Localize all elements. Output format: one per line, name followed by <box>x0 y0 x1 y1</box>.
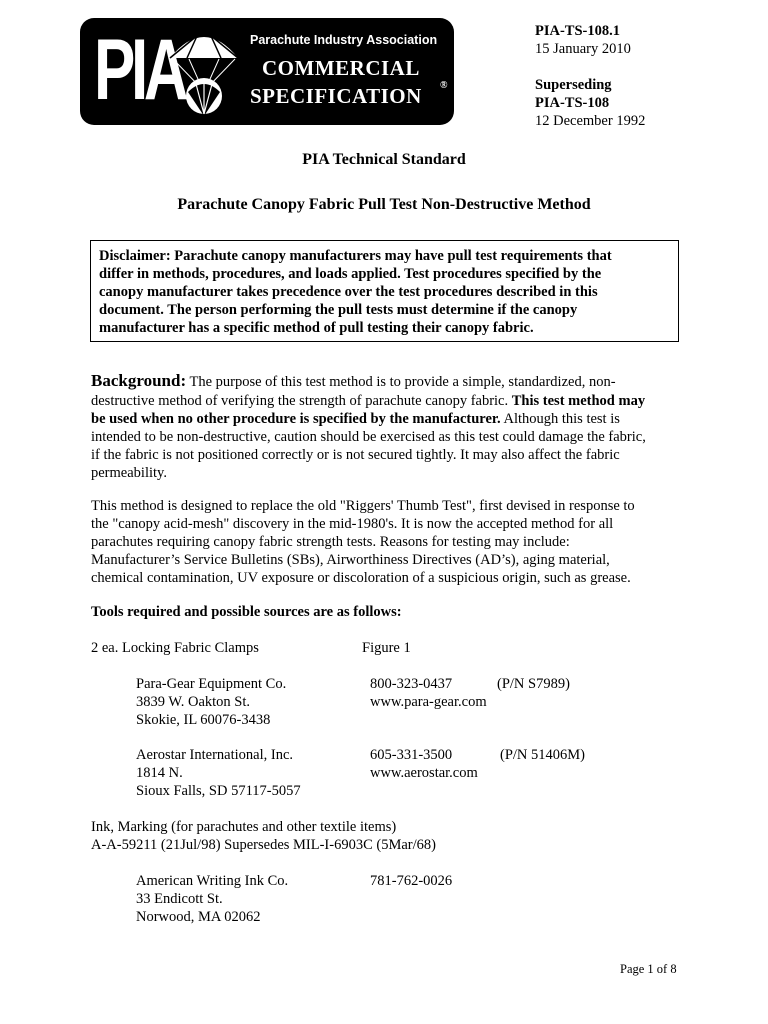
background-text: destructive method of verifying the strength of parachute canopy fabric. <box>91 393 509 409</box>
supplier-name: American Writing Ink Co. <box>136 873 289 889</box>
background-text: intended to be non-destructive, caution should be exercised as this test could damage the fabric, <box>91 429 646 445</box>
superseding-label: Superseding <box>535 77 612 93</box>
page-number: Page 1 of 8 <box>620 962 677 976</box>
superseded-date: 12 December 1992 <box>535 113 646 129</box>
method-line: parachutes requiring canopy fabric strength tests. Reasons for testing may include: <box>91 534 570 550</box>
supplier-city: Sioux Falls, SD 57117-5057 <box>136 783 301 799</box>
supplier-part-number: (P/N 51406M) <box>500 747 585 763</box>
supplier-city: Norwood, MA 02062 <box>136 909 261 925</box>
background-text: The purpose of this test method is to provide a simple, standardized, non- <box>189 374 616 390</box>
supplier-phone: 605-331-3500 <box>370 747 453 763</box>
supplier-address <box>136 746 301 800</box>
background-emphasis: This test method may <box>511 393 646 409</box>
disclaimer-line: Disclaimer: Parachute canopy manufacturers may have pull test requirements that <box>99 248 612 264</box>
logo-commercial: COMMERCIAL <box>262 56 420 80</box>
logo-registered-mark: ® <box>440 80 448 91</box>
supplier-street: 1814 N. <box>136 765 183 781</box>
supplier-street: 33 Endicott St. <box>136 891 223 907</box>
supplier-name: Para-Gear Equipment Co. <box>136 676 287 692</box>
logo-specification: SPECIFICATION <box>250 84 422 108</box>
supplier-street: 3839 W. Oakton St. <box>136 694 250 710</box>
disclaimer-line: document. The person performing the pull tests must determine if the canopy <box>99 302 578 318</box>
standard-title: PIA Technical Standard <box>302 151 466 168</box>
background-text: Although this test is <box>503 411 620 427</box>
ink-description: Ink, Marking (for parachutes and other textile items) <box>91 819 397 835</box>
method-line: This method is designed to replace the old "Riggers' Thumb Test", first devised in response to <box>91 498 635 514</box>
supplier-website: www.para-gear.com <box>370 694 487 710</box>
tools-heading: Tools required and possible sources are as follows: <box>91 604 402 620</box>
supplier-name: Aerostar International, Inc. <box>136 747 294 763</box>
clamps-item: 2 ea. Locking Fabric Clamps <box>91 640 259 656</box>
ink-supplier-address <box>136 872 288 926</box>
doc-date: 15 January 2010 <box>535 41 631 57</box>
method-line: chemical contamination, UV exposure or discoloration of a suspicious origin, such as grease. <box>91 570 631 586</box>
background-emphasis: be used when no other procedure is specified by the manufacturer. <box>91 411 501 427</box>
disclaimer-line: manufacturer has a specific method of pull testing their canopy fabric. <box>99 320 534 336</box>
logo-letters: PIA <box>94 22 185 118</box>
disclaimer-box <box>90 240 679 342</box>
method-paragraph <box>91 497 681 587</box>
logo-association: Parachute Industry Association <box>250 33 438 47</box>
disclaimer-line: canopy manufacturer takes precedence over the test procedures described in this <box>99 284 598 300</box>
parachute-icon <box>165 24 243 120</box>
supplier-phone: 781-762-0026 <box>370 873 453 889</box>
pia-logo <box>80 18 454 125</box>
supplier-part-number: (P/N S7989) <box>497 676 570 692</box>
figure-reference: Figure 1 <box>362 640 411 656</box>
supplier-phone: 800-323-0437 <box>370 676 453 692</box>
doc-number: PIA-TS-108.1 <box>535 23 620 39</box>
supplier-address <box>136 675 286 729</box>
disclaimer-line: differ in methods, procedures, and loads applied. Test procedures specified by the <box>99 266 602 282</box>
ink-specification: A-A-59211 (21Jul/98) Supersedes MIL-I-6903C (5Mar/68) <box>91 837 436 853</box>
background-text: if the fabric is not positioned correctly or is not secured tightly. It may also affect the fabric <box>91 447 620 463</box>
supplier-website: www.aerostar.com <box>370 765 478 781</box>
method-line: Manufacturer’s Service Bulletins (SBs), Airworthiness Directives (AD’s), aging material, <box>91 552 610 568</box>
background-paragraph <box>91 371 681 482</box>
background-text: permeability. <box>91 465 167 481</box>
method-line: the "canopy acid-mesh" discovery in the mid-1980's. It is now the accepted method for all <box>91 516 614 532</box>
method-title: Parachute Canopy Fabric Pull Test Non-Destructive Method <box>177 196 591 213</box>
background-heading: Background: <box>91 371 187 390</box>
superseded-number: PIA-TS-108 <box>535 95 610 111</box>
supplier-city: Skokie, IL 60076-3438 <box>136 712 271 728</box>
